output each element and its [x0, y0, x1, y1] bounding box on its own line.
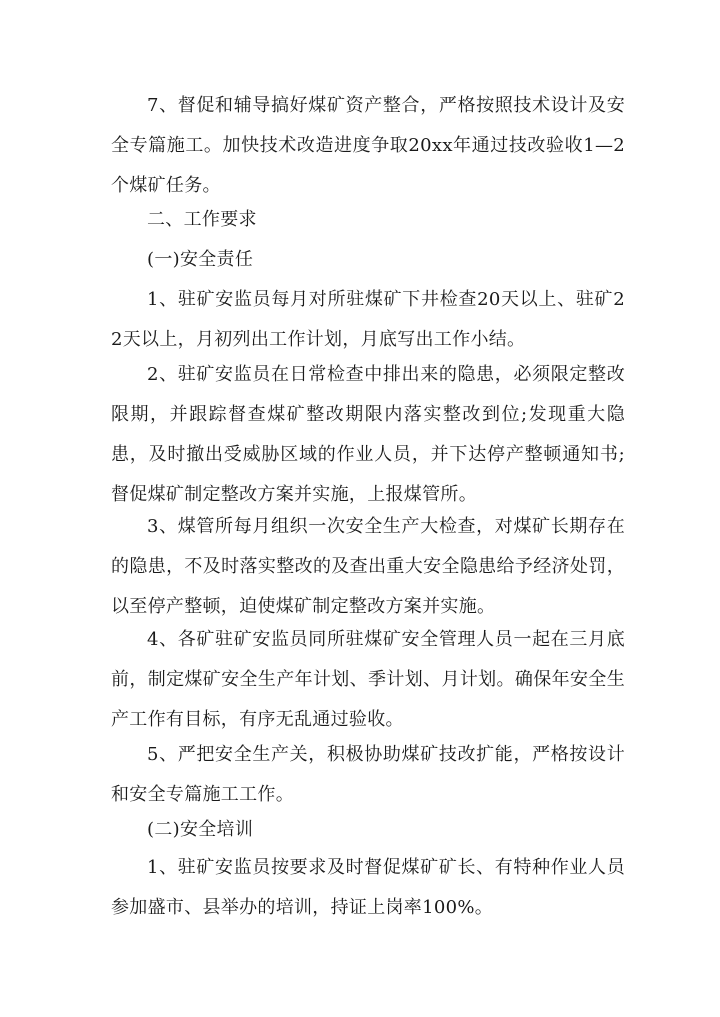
subsection-heading-safety-training: (二)安全培训 — [147, 819, 254, 840]
subsection-heading-safety-responsibility: (一)安全责任 — [147, 249, 254, 270]
paragraph-responsibility-3: 3、煤管所每月组织一次安全生产大检查，对煤矿长期存在的隐患，不及时落实整改的及查出重大安全隐患给予经济处罚，以至停产整顿，迫使煤矿制定整改方案并实施。 — [111, 516, 625, 617]
paragraph-responsibility-1: 1、驻矿安监员每月对所驻煤矿下井检查20天以上、驻矿22天以上，月初列出工作计划，月底写出工作小结。 — [111, 289, 625, 350]
paragraph-responsibility-2: 2、驻矿安监员在日常检查中排出来的隐患，必须限定整改限期，并跟踪督查煤矿整改期限内落实整改到位;发现重大隐患，及时撤出受威胁区域的作业人员，并下达停产整顿通知书;督促煤矿制定整改方案并实施，上报煤管所。 — [111, 364, 625, 505]
paragraph-responsibility-5: 5、严把安全生产关，积极协助煤矿技改扩能，严格按设计和安全专篇施工工作。 — [111, 744, 625, 805]
paragraph-item-7: 7、督促和辅导搞好煤矿资产整合，严格按照技术设计及安全专篇施工。加快技术改造进度争取20xx年通过技改验收1—2个煤矿任务。 — [111, 95, 625, 196]
paragraph-training-1: 1、驻矿安监员按要求及时督促煤矿矿长、有特种作业人员参加盛市、县举办的培训，持证上岗率100%。 — [111, 857, 625, 918]
section-heading-work-requirements: 二、工作要求 — [147, 209, 257, 230]
paragraph-responsibility-4: 4、各矿驻矿安监员同所驻煤矿安全管理人员一起在三月底前，制定煤矿安全生产年计划、季计划、月计划。确保年安全生产工作有目标，有序无乱通过验收。 — [111, 629, 625, 730]
